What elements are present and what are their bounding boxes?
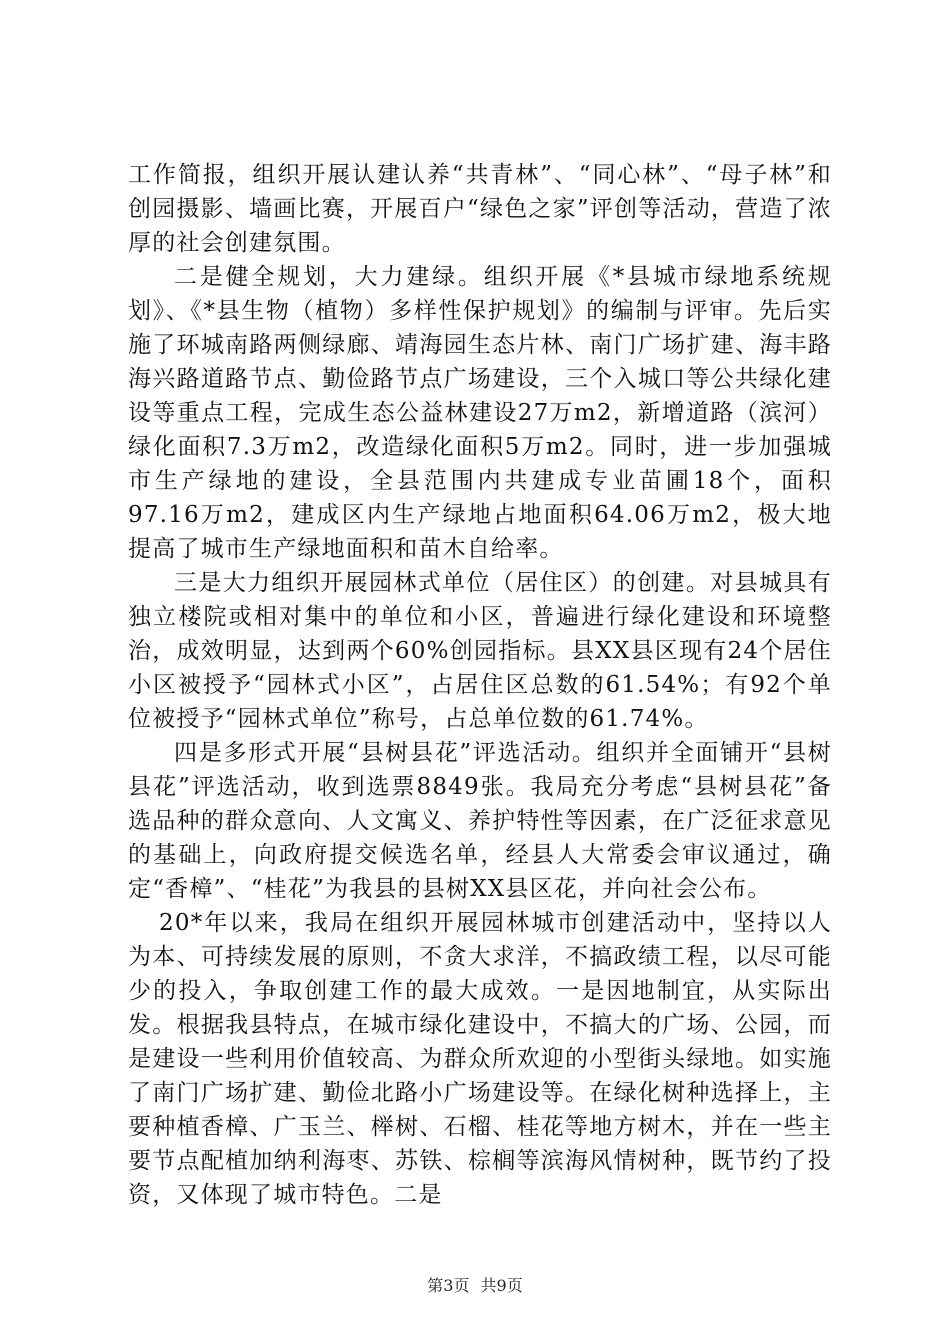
page-total: 共9页 <box>480 1276 523 1295</box>
page-footer <box>0 1276 950 1296</box>
paragraph-planning: 二是健全规划，大力建绿。组织开展《*县城市绿地系统规划》、《*县生物（植物）多样性保护规划》的编制与评审。先后实施了环城南路两侧绿廊、靖海园生态片林、南门广场扩建、海丰路海兴路道路节点、勤俭路节点广场建设，三个入城口等公共绿化建设等重点工程，完成生态公益林建设27万m2，新增道路（滨河）绿化面积7.3万m2，改造绿化面积5万m2。同时，进一步加强城市生产绿地的建设，全县范围内共建成专业苗圃18个，面积97.16万m2，建成区内生产绿地占地面积64.06万m2，极大地提高了城市生产绿地面积和苗木自给率。 <box>128 264 832 562</box>
document-body <box>128 158 832 1212</box>
paragraph-garden-units: 三是大力组织开展园林式单位（居住区）的创建。对县城具有独立楼院或相对集中的单位和小区，普遍进行绿化建设和环境整治，成效明显，达到两个60%创园指标。县XX县区现有24个居住小区被授予“园林式小区”，占居住区总数的61.54%；有92个单位被授予“园林式单位”称号，占总单位数的61.74%。 <box>128 570 832 732</box>
paragraph-since-20: 20*年以来，我局在组织开展园林城市创建活动中，坚持以人为本、可持续发展的原则，不贪大求洋，不搞政绩工程，以尽可能少的投入，争取创建工作的最大成效。一是因地制宜，从实际出发。根据我县特点，在城市绿化建设中，不搞大的广场、公园，而是建设一些利用价值较高、为群众所欢迎的小型街头绿地。如实施了南门广场扩建、勤俭北路小广场建设等。在绿化树种选择上，主要种植香樟、广玉兰、榉树、石榴、桂花等地方树木，并在一些主要节点配植加纳利海枣、苏铁、棕榈等滨海风情树种，既节约了投资，又体现了城市特色。二是 <box>128 910 832 1208</box>
paragraph-continuation: 工作简报，组织开展认建认养“共青林”、“同心林”、“母子林”和创园摄影、墙画比赛，开展百户“绿色之家”评创等活动，营造了浓厚的社会创建氛围。 <box>128 162 832 256</box>
paragraph-county-tree-flower: 四是多形式开展“县树县花”评选活动。组织并全面铺开“县树县花”评选活动，收到选票8849张。我局充分考虑“县树县花”备选品种的群众意向、人文寓义、养护特性等因素，在广泛征求意见的基础上，向政府提交候选名单，经县人大常委会审议通过，确定“香樟”、“桂花”为我县的县树XX县区花，并向社会公布。 <box>128 740 832 902</box>
page-number: 第3页 <box>427 1276 470 1295</box>
